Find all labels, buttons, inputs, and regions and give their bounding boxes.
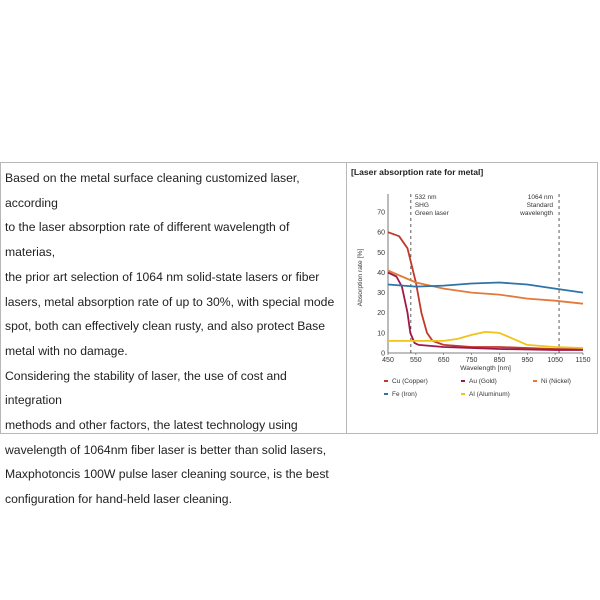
content-table — [0, 162, 598, 507]
wavelength-annotation: wavelength — [520, 210, 554, 217]
x-tick-label: 450 — [382, 357, 394, 364]
paragraph-line: configuration for hand-held laser cleaning. — [5, 492, 232, 507]
x-tick-label: 1050 — [547, 357, 563, 364]
legend-label: Au (Gold) — [469, 378, 497, 385]
chart-title: [Laser absorption rate for metal] — [351, 167, 484, 177]
paragraph-line: the prior art selection of 1064 nm solid-state lasers or fiber — [5, 269, 320, 284]
wavelength-annotation: 532 nm — [414, 194, 437, 201]
y-tick-label: 20 — [377, 310, 385, 318]
y-tick-label: 50 — [377, 249, 385, 257]
paragraph-line: lasers, metal absorption rate of up to 30%, with special mode — [5, 294, 335, 309]
wavelength-annotation: Green laser — [414, 210, 449, 217]
paragraph-line: Maxphotoncis 100W pulse laser cleaning source, is the best — [5, 467, 329, 482]
chart-cell — [347, 163, 597, 433]
legend-label: Cu (Copper) — [392, 378, 428, 385]
paragraph-line: Based on the metal surface cleaning customized laser, according — [5, 171, 300, 210]
y-tick-label: 60 — [377, 229, 385, 237]
paragraph-line: to the laser absorption rate of different wavelength of materias, — [5, 220, 290, 260]
paragraph-line: metal with no damage. — [5, 343, 128, 358]
y-tick-label: 70 — [377, 209, 385, 217]
x-tick-label: 950 — [521, 357, 534, 364]
x-tick-label: 850 — [493, 357, 506, 364]
y-tick-label: 40 — [377, 269, 385, 277]
wavelength-annotation: SHG — [414, 202, 429, 209]
x-tick-label: 550 — [410, 357, 422, 364]
y-tick-label: 0 — [381, 350, 385, 358]
wavelength-annotation: 1064 nm — [527, 194, 554, 201]
legend-label: Al (Aluminum) — [469, 391, 510, 398]
paragraph-line: spot, both can effectively clean rusty, and also protect Base — [5, 319, 325, 334]
y-axis-label: Absorption rate [%] — [357, 248, 364, 307]
description-cell — [1, 163, 347, 507]
y-tick-label: 30 — [377, 290, 385, 298]
x-tick-label: 650 — [437, 357, 450, 364]
legend-label: Ni (Nickel) — [541, 378, 571, 385]
series-line-al — [388, 332, 583, 348]
x-tick-label: 750 — [465, 357, 478, 364]
paragraph-line: wavelength of 1064nm fiber laser is better than solid lasers, — [5, 442, 327, 457]
x-tick-label: 1150 — [575, 357, 591, 364]
absorption-chart — [351, 177, 591, 407]
paragraph-line: methods and other factors, the latest technology using — [5, 418, 298, 433]
paragraph-line: Considering the stability of laser, the use of cost and integration — [5, 368, 287, 408]
x-axis-label: Wavelength [nm] — [460, 365, 511, 372]
series-line-au — [388, 273, 583, 351]
y-tick-label: 10 — [377, 330, 385, 338]
wavelength-annotation: Standard — [526, 202, 554, 209]
legend-label: Fe (Iron) — [392, 391, 417, 398]
